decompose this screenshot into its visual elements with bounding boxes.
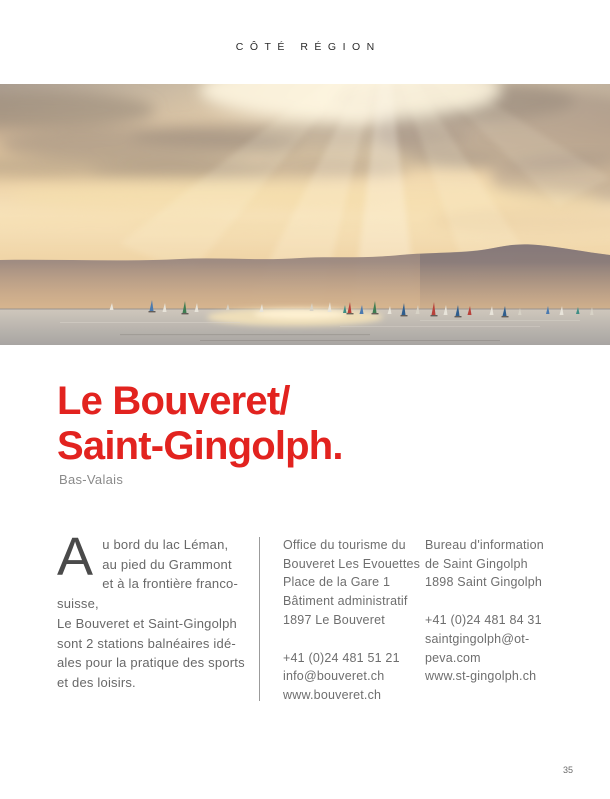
address-line: Bâtiment administratif <box>283 594 408 609</box>
page-title-line1: Le Bouveret/ <box>57 379 290 423</box>
column-divider <box>259 537 260 701</box>
page-title <box>57 379 343 469</box>
lake-sunset-photo <box>0 84 610 345</box>
phone-number: +41 (0)24 481 84 31 <box>425 613 542 628</box>
address-line: de Saint Gingolph <box>425 556 528 571</box>
intro-line: sont 2 stations balnéaires idé- <box>57 635 236 651</box>
page-subtitle: Bas-Valais <box>59 472 124 487</box>
intro-line: ales pour la pratique des sports <box>57 655 245 671</box>
intro-line: et à la frontière franco-suisse, <box>57 576 239 612</box>
intro-paragraph <box>57 527 263 693</box>
intro-line: et des loisirs. <box>57 674 136 690</box>
address-line: 1897 Le Bouveret <box>283 612 385 627</box>
website-url: www.st-gingolph.ch <box>425 669 537 684</box>
email-address: info@bouveret.ch <box>283 669 385 684</box>
section-kicker: CÔTÉ RÉGION <box>235 41 381 53</box>
page-title-line2: Saint-Gingolph. <box>57 424 343 468</box>
intro-line: u bord du lac Léman, <box>102 537 229 552</box>
email-address: saintgingolph@ot-peva.com <box>425 631 530 665</box>
address-line: Bouveret Les Evouettes <box>283 556 421 571</box>
intro-line: au pied du Grammont <box>102 556 232 572</box>
drop-cap: A <box>57 527 94 587</box>
address-line: Place de la Gare 1 <box>283 575 391 590</box>
contact-info-bureau <box>425 536 580 686</box>
website-url: www.bouveret.ch <box>283 687 382 702</box>
address-line: Bureau d'information <box>425 538 544 552</box>
contact-tourism-office <box>283 536 423 705</box>
page-number: 35 <box>562 765 573 775</box>
phone-number: +41 (0)24 481 51 21 <box>283 650 400 665</box>
address-line: 1898 Saint Gingolph <box>425 575 543 590</box>
address-line: Office du tourisme du <box>283 538 406 552</box>
intro-line: Le Bouveret et Saint-Gingolph <box>57 615 237 631</box>
